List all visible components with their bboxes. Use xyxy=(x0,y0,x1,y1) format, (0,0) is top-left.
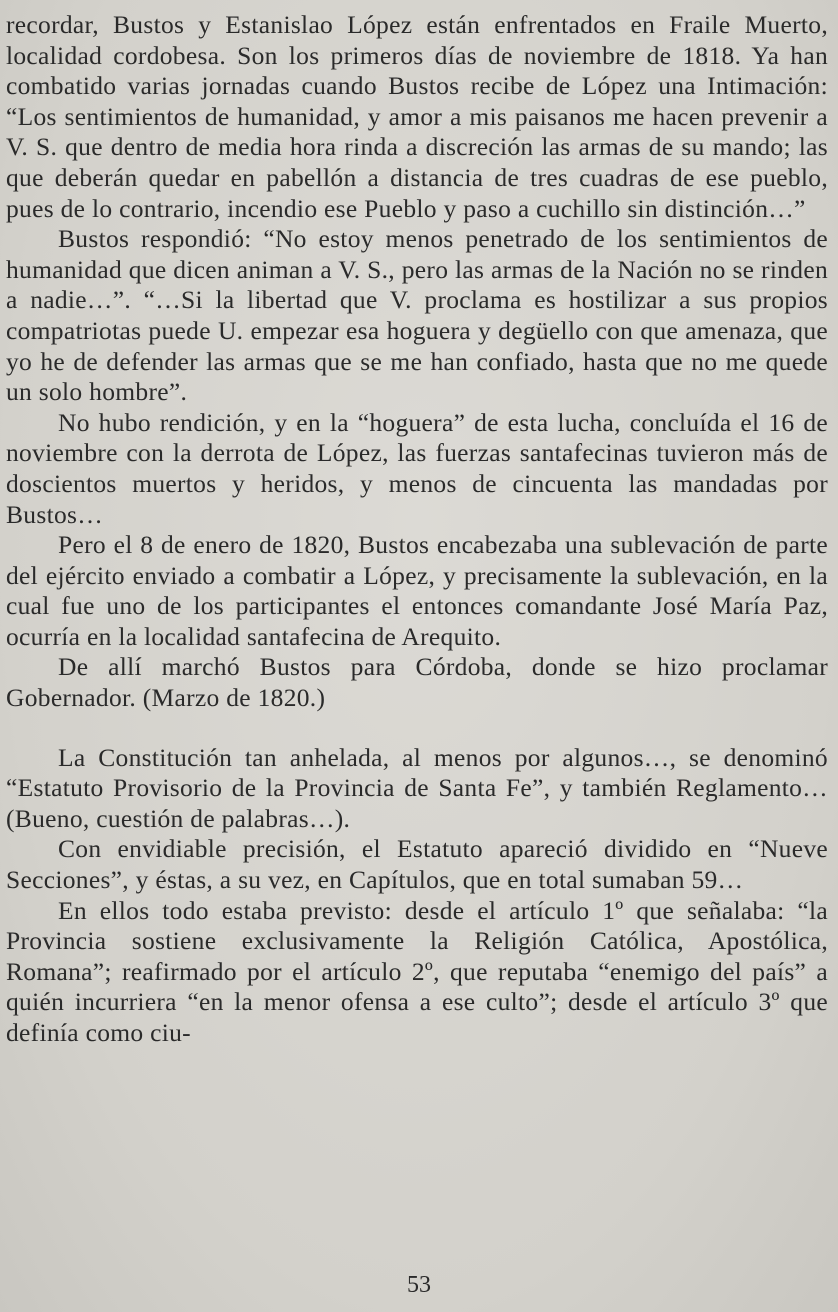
paragraph-4: Pero el 8 de enero de 1820, Bustos encabezaba una sublevación de parte del ejército enviado a combatir a López, y precisamente la sublevación, en la cual fue uno de los participantes el entonces comandante José María Paz, ocurría en la localidad santafecina de Arequito. xyxy=(6,530,828,651)
paragraph-3: No hubo rendición, y en la “hoguera” de esta lucha, concluída el 16 de noviembre con la derrota de López, las fuerzas santafecinas tuvieron más de doscientos muertos y heridos, y menos de cincuenta las mandadas por Bustos… xyxy=(6,407,828,529)
paragraph-7: Con envidiable precisión, el Estatuto apareció dividido en “Nueve Secciones”, y éstas, a su vez, en Capítulos, que en total sumaban 59… xyxy=(6,834,828,895)
body-text xyxy=(6,10,828,1049)
paragraph-2: Bustos respondió: “No estoy menos penetrado de los sentimientos de humanidad que dicen animan a V. S., pero las armas de la Nación no se rinden a nadie…”. “…Si la libertad que V. proclama es hostilizar a sus propios compatriotas puede U. empezar esa hoguera y degüello con que amenaza, que yo he de defender las armas que se me han confiado, hasta que no me quede un solo hombre”. xyxy=(6,224,828,407)
paragraph-5: De allí marchó Bustos para Córdoba, donde se hizo proclamar Gobernador. (Marzo de 1820.) xyxy=(6,652,828,713)
paragraph-8: En ellos todo estaba previsto: desde el artículo 1º que señalaba: “la Provincia sostiene exclusivamente la Religión Católica, Apostólica, Romana”; reafirmado por el artículo 2º, que reputaba “enemigo del país” a quién incurriera “en la menor ofensa a ese culto”; desde el artículo 3º que definía como ciu- xyxy=(6,895,828,1047)
page-number: 53 xyxy=(407,1272,431,1298)
paragraph-6: La Constitución tan anhelada, al menos por algunos…, se denominó “Estatuto Provisorio de la Provincia de Santa Fe”, y también Reglamento… (Bueno, cuestión de palabras…). xyxy=(6,742,828,833)
paragraph-1: recordar, Bustos y Estanislao López están enfrentados en Fraile Muerto, localidad cordobesa. Son los primeros días de noviembre de 1818. Ya han combatido varias jornadas cuando Bustos recibe de López una Intimación: “Los sentimientos de humanidad, y amor a mis paisanos me hacen prevenir a V. S. que dentro de media hora rinda a discreción las armas de su mando; las que deberán quedar en pabellón a distancia de tres cuadras de ese pueblo, pues de lo contrario, incendio ese Pueblo y paso a cuchillo sin distinción…” xyxy=(6,10,828,223)
